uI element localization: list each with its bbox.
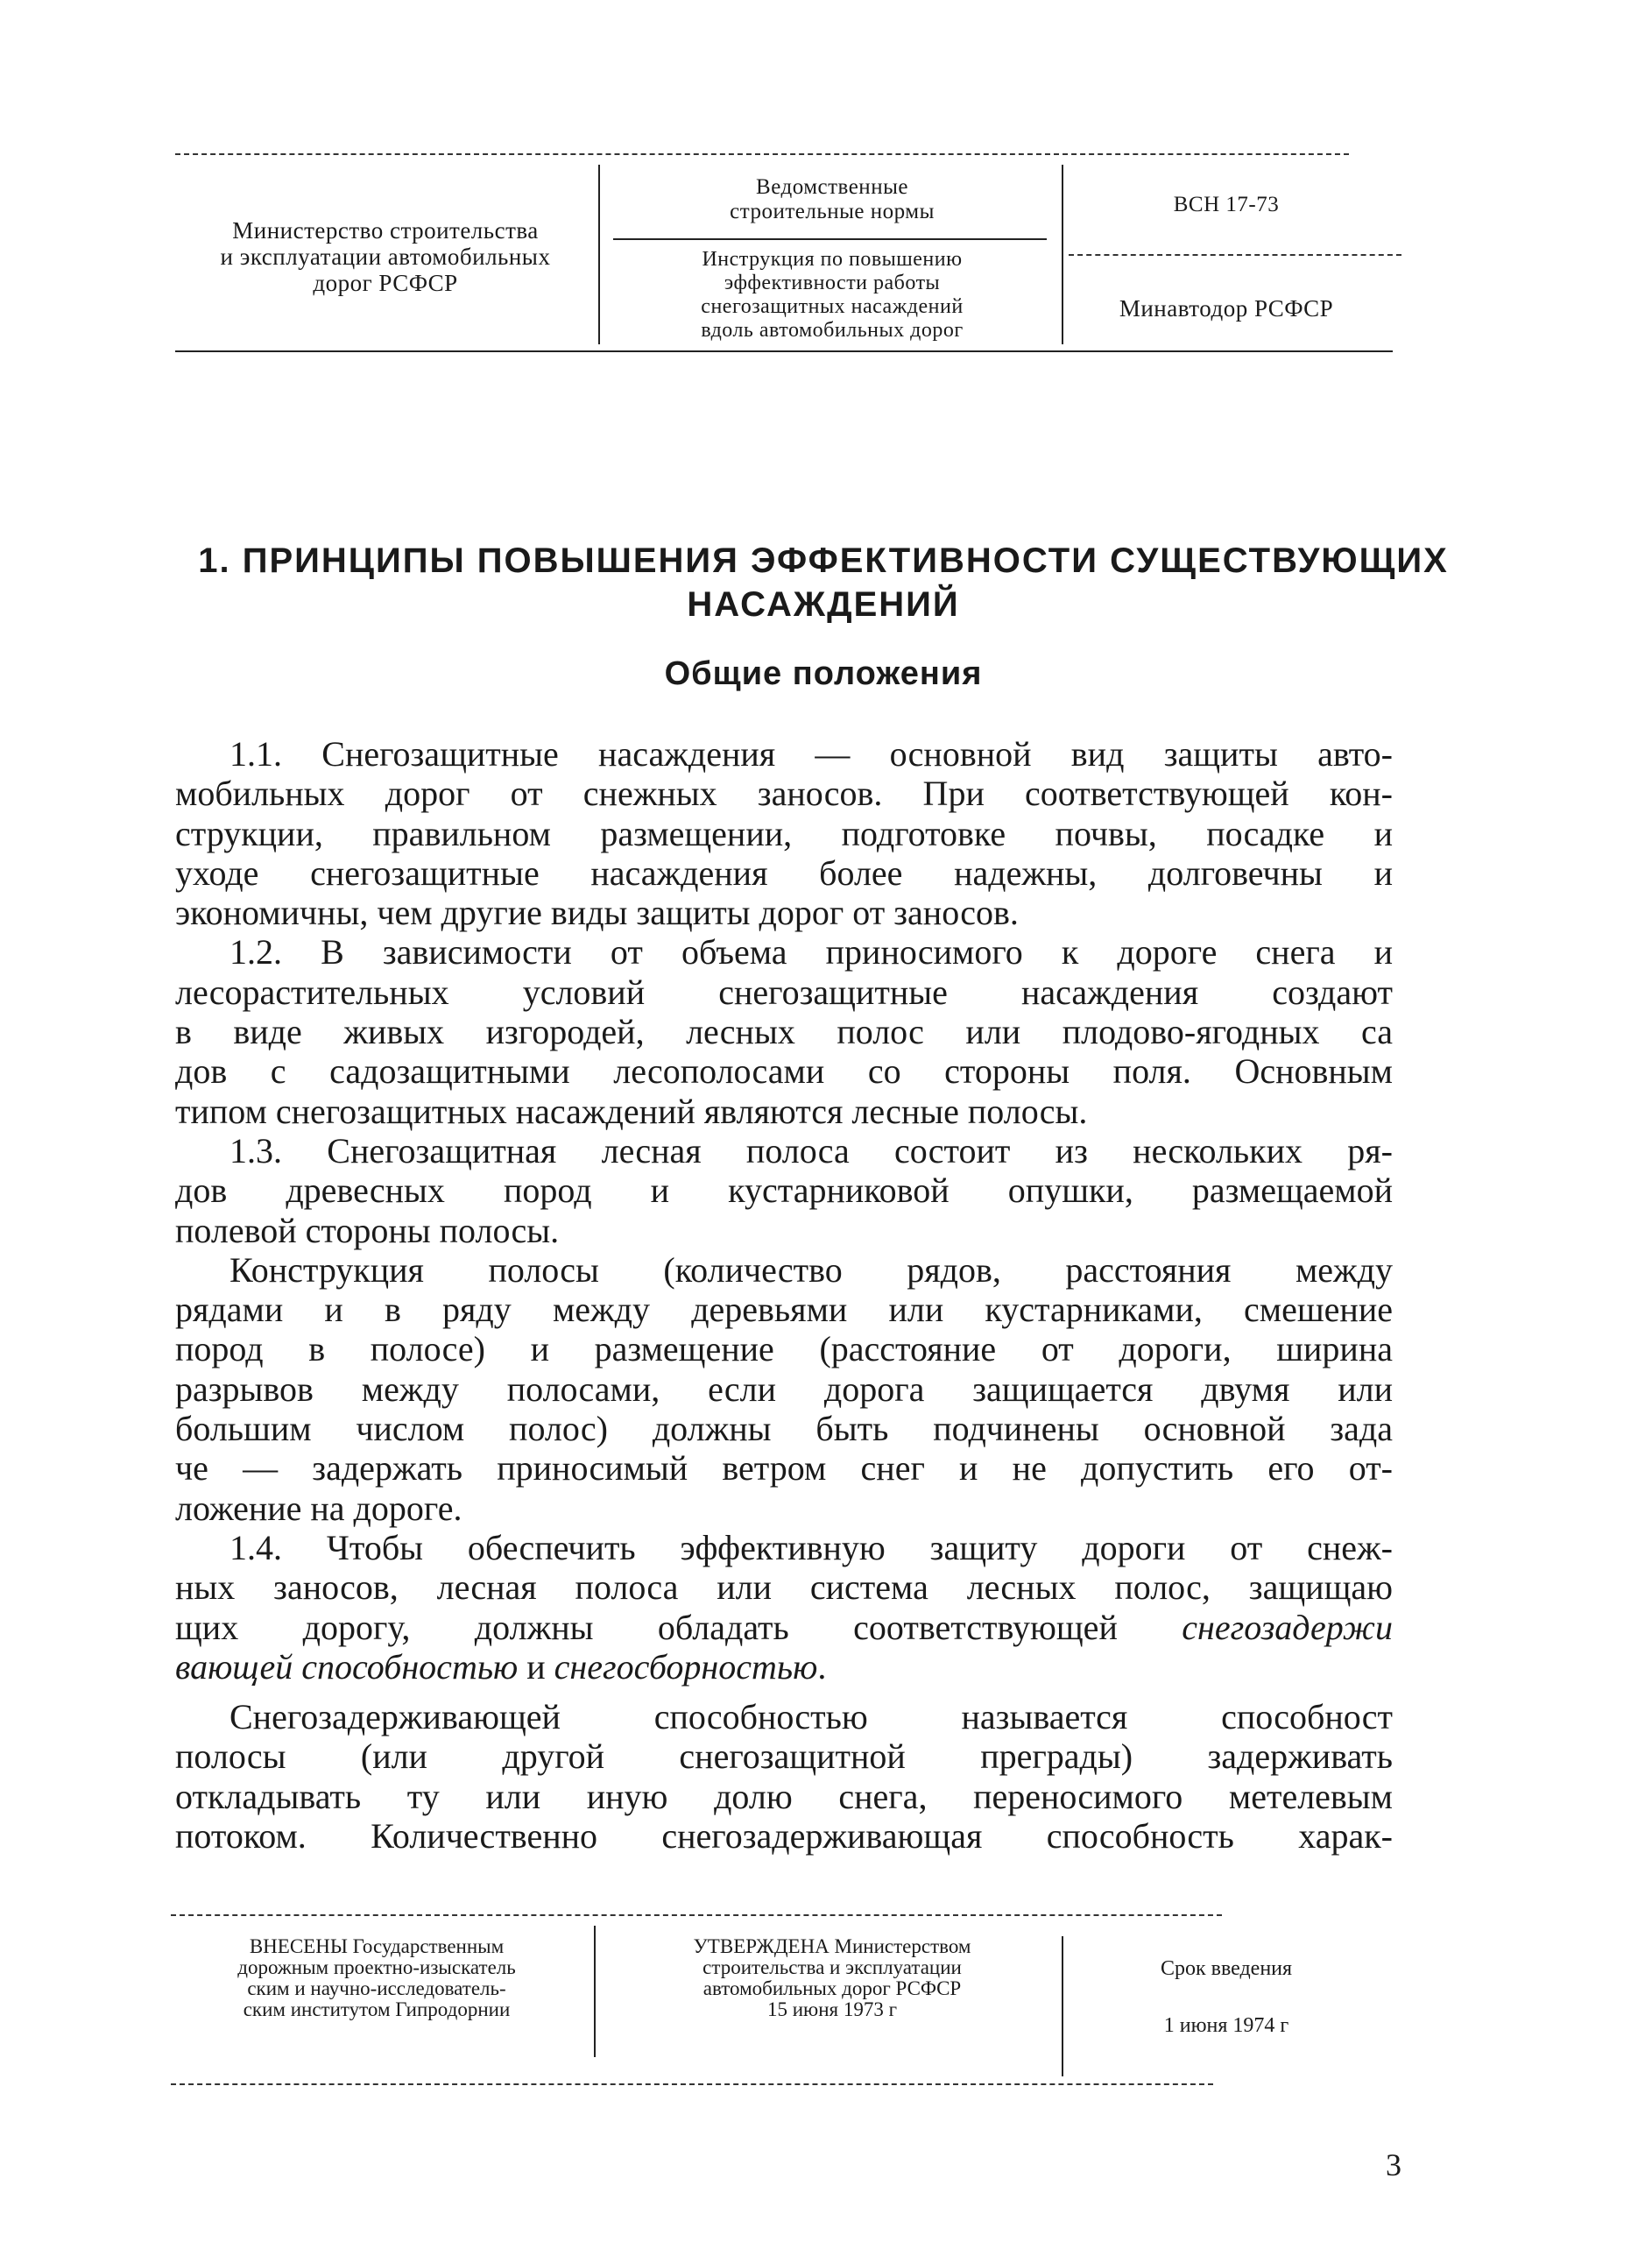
- footer-introduced-by-line: ским и научно-исследователь-: [247, 1977, 506, 1999]
- paragraph-line: откладывать ту или иную долю снега, переносимого метелевым: [175, 1776, 1393, 1816]
- paragraph-line: уходе снегозащитные насаждения более надежны, долговечны и: [175, 852, 1393, 893]
- paragraph-line: Снегозадерживающей способностью называется способност: [229, 1697, 1393, 1737]
- term-italic: снегосборностью: [554, 1646, 818, 1687]
- footer-introduced-by: [162, 1936, 591, 2020]
- footer-introduced-by-line: ВНЕСЕНЫ Государственным: [249, 1935, 505, 1957]
- paragraph-line: 1.3. Снегозащитная лесная полоса состоит из нескольких ря-: [229, 1130, 1393, 1170]
- header-doc-title-line: эффективности работы: [724, 272, 941, 294]
- header-code: ВСН 17-73: [1173, 193, 1280, 216]
- term-italic: вающей способностью: [175, 1646, 519, 1687]
- paragraph-line: Конструкция полосы (количество рядов, расстояния между: [229, 1249, 1393, 1290]
- header-bottom-rule: [175, 350, 1393, 352]
- page-number: 3: [1386, 2147, 1401, 2182]
- paragraph-line: дов древесных пород и кустарниковой опушки, размещаемой: [175, 1170, 1393, 1211]
- footer-bottom-rule: [171, 2083, 1213, 2085]
- footer-introduced-by-line: дорожным проектно-изыскатель: [237, 1956, 516, 1978]
- paragraph-line: мобильных дорог от снежных заносов. При соответствующей кон-: [175, 774, 1393, 814]
- header-doc-type-line: строительные нормы: [730, 200, 935, 223]
- body-text: [175, 734, 1393, 1856]
- paragraph-line: большим числом полос) должны быть подчинены основной зада: [175, 1409, 1393, 1449]
- paragraph-line: че — задержать приносимый ветром снег и не допустить его от-: [175, 1448, 1393, 1489]
- paragraph-line: [175, 1647, 1393, 1687]
- section-title: [175, 539, 1472, 626]
- header-ministry-line: дорог РСФСР: [313, 270, 458, 296]
- header-mid-rule: [613, 238, 1047, 240]
- footer-approved-line: автомобильных дорог РСФСР: [702, 1977, 962, 1999]
- paragraph-line: 1.4. Чтобы обеспечить эффективную защиту дороги от снеж-: [229, 1527, 1393, 1567]
- paragraph-line: типом снегозащитных насаждений являются лесные полосы.: [175, 1091, 1088, 1131]
- header-doc-type: [604, 175, 1060, 224]
- header-divider-left: [598, 165, 600, 344]
- paragraph-line: полосы (или другой снегозащитной преграды) задерживать: [175, 1736, 1393, 1777]
- paragraph-line: ложение на дороге.: [175, 1488, 462, 1528]
- paragraph-text: щих дорогу, должны обладать соответствующей: [175, 1607, 1183, 1647]
- section-title-line: 1. ПРИНЦИПЫ ПОВЫШЕНИЯ ЭФФЕКТИВНОСТИ СУЩЕСТВУЮЩИХ: [198, 541, 1449, 580]
- paragraph-line: ных заносов, лесная полоса или система лесных полос, защищаю: [175, 1567, 1393, 1608]
- paragraph-line: дов с садозащитными лесополосами со стороны поля. Основным: [175, 1051, 1393, 1092]
- header-doc-title: [604, 248, 1060, 343]
- footer-approved-line: строительства и эксплуатации: [702, 1956, 962, 1978]
- paragraph-line: рядами и в ряду между деревьями или кустарниками, смешение: [175, 1290, 1393, 1330]
- footer-effective-date: 1 июня 1974 г: [1163, 2014, 1289, 2037]
- header-top-rule: [175, 153, 1349, 155]
- paragraph-line: в виде живых изгородей, лесных полос или плодово-ягодных са: [175, 1012, 1393, 1052]
- paragraph-line: пород в полосе) и размещение (расстояние от дороги, ширина: [175, 1329, 1393, 1369]
- header-doc-title-line: Инструкция по повышению: [702, 248, 963, 271]
- section-title-line: НАСАЖДЕНИЙ: [687, 585, 960, 624]
- footer-approved: [600, 1936, 1064, 2020]
- header-ministry-line: и эксплуатации автомобильных: [220, 244, 551, 270]
- footer-effective-label: Срок введения: [1160, 1957, 1293, 1980]
- header-doc-title-line: вдоль автомобильных дорог: [701, 319, 964, 342]
- header-ministry-line: Министерство строительства: [232, 217, 539, 244]
- subsection-title: Общие положения: [664, 655, 983, 692]
- header-ministry: [180, 217, 591, 296]
- paragraph-line: экономичны, чем другие виды защиты дорог от заносов.: [175, 893, 1019, 933]
- paragraph-text: и: [518, 1646, 554, 1687]
- paragraph-line: струкции, правильном размещении, подготовке почвы, посадке и: [175, 813, 1393, 853]
- paragraph-line: 1.2. В зависимости от объема приносимого к дороге снега и: [229, 932, 1393, 972]
- footer-divider-left: [594, 1926, 596, 2057]
- paragraph-line: 1.1. Снегозащитные насаждения — основной вид защиты авто-: [229, 734, 1393, 774]
- paragraph-line: разрывов между полосами, если дорога защищается двумя или: [175, 1368, 1393, 1409]
- header-right-rule: [1069, 254, 1401, 256]
- paragraph-text: .: [817, 1646, 827, 1687]
- term-italic: снегозадержи: [1182, 1607, 1393, 1647]
- paragraph-line: потоком. Количественно снегозадерживающая способность харак-: [175, 1816, 1393, 1856]
- header-doc-title-line: снегозащитных насаждений: [701, 295, 964, 318]
- footer-introduced-by-line: ским институтом Гипродорнии: [243, 1998, 511, 2020]
- footer-top-rule: [171, 1914, 1222, 1916]
- footer-approved-line: 15 июня 1973 г: [766, 1998, 898, 2020]
- header-divider-right: [1062, 165, 1063, 344]
- paragraph-line: [175, 1608, 1393, 1647]
- header-agency: Минавтодор РСФСР: [1119, 295, 1334, 322]
- header-doc-type-line: Ведомственные: [756, 175, 908, 199]
- footer-approved-line: УТВЕРЖДЕНА Министерством: [693, 1935, 971, 1957]
- paragraph-line: полевой стороны полосы.: [175, 1210, 560, 1250]
- paragraph-line: лесорастительных условий снегозащитные насаждения создают: [175, 972, 1393, 1012]
